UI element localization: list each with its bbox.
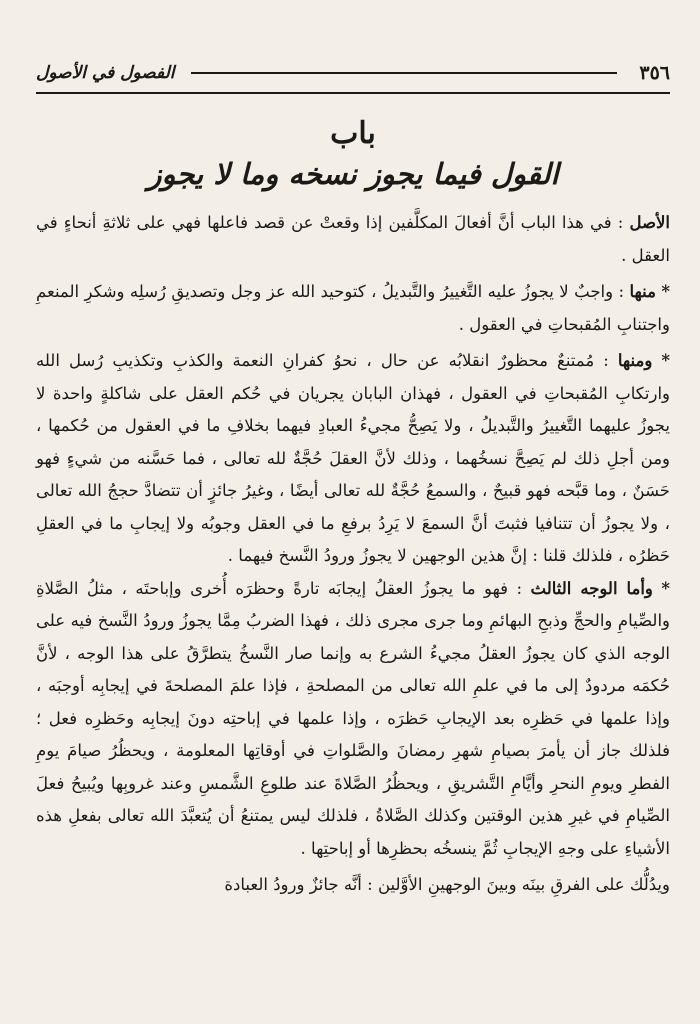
paragraph-text: : فهو ما يجوزُ العقلُ إيجابَه تارةً وحظرَه أُخرى وإباحتَه ، مثلُ الصَّلاةِ والصِّيامِ والحجِّ وذبحِ البهائمِ وما جرى مجرى ذلك ، فهذا الضربُ مِمَّا يجوزُ ورودُ النَّسخ فيه على الوجه الذي كان يجوزُ العقلُ مجيءُ الشرع به وإنما صار النَّسخُ يتطرَّقُ على هذا الوجه ، لأنَّ حُكمَه مردودٌ إلى ما في علمِ الله تعالى من المصلحةِ ، فإذا علمَ المصلحةَ في إيجابِه أوجبَه ، وإذا علمها في حَظرِه بعد الإيجابِ حَظرَه ، وإذا علمها في إباحتِه دونَ إيجابِه وحَظرِه فعل ؛ فلذلك جاز أن يأمرَ بصيامِ شهرِ رمضانَ والصَّلواتِ في أوقاتِها المعلومة ، ويحظُرُ صيامَ يومِ الفطرِ ويومِ النحرِ وأيَّامِ التَّشريقِ ، ويحظُرُ الصَّلاةَ عند طلوعِ الشَّمسِ وعند غروبِها ويُبيحُ فعلَ الصِّيامِ في غيرِ هذين الوقتين وكذلك الصَّلاةُ ، فلذلك ليس يمتنعُ أن يُتعبَّدَ الله تعالى بفعلِ هذه الأشياءِ على وجهِ الإيجابِ ثُمَّ ينسخُه بحظرِها أو إباحتِها .: [36, 578, 670, 858]
star-marker: *: [661, 351, 671, 370]
paragraph-text: : واجبٌ لا يجوزُ عليه التَّغييرُ والتَّبديلُ ، كتوحيد الله عز وجل وتصديقِ رُسلِه وشكرِ المنعمِ واجتنابِ المُقبحاتِ في العقول .: [36, 282, 670, 334]
paragraph-lead: وأما الوجه الثالث: [530, 578, 653, 598]
paragraph-lead: ومنها: [617, 351, 653, 370]
page-header: [36, 58, 670, 94]
running-title: الفصول في الأصول: [36, 63, 175, 83]
chapter-heading: [36, 116, 670, 191]
paragraph: [36, 573, 670, 866]
paragraph: [36, 276, 670, 341]
book-page: [36, 58, 670, 1018]
chapter-title: القول فيما يجوز نسخه وما لا يجوز: [147, 157, 559, 191]
star-marker: *: [661, 578, 671, 598]
page-number: ٣٥٦: [639, 62, 670, 84]
paragraph-text: : في هذا الباب أنَّ أفعالَ المكلَّفين إذا وقعتْ عن قصد فاعلها فهي على ثلاثةِ أنحاءٍ في العقل .: [36, 213, 670, 265]
star-marker: *: [661, 282, 670, 301]
paragraph-lead: منها: [629, 282, 656, 301]
paragraph: [36, 207, 670, 272]
paragraph-text: : مُمتنعٌ محظورٌ انقلابُه عن حال ، نحوُ كفرانِ النعمة والكذبِ وتكذيبِ رُسل الله وارتكابِ المُقبحاتِ في العقول ، فهذان البابان يجريان في حُكم العقل على شاكلةٍ واحدة لا يجوزُ عليهما التَّغييرُ والتَّبديلُ ، ولا يَصِحُّ مجيءُ العبادِ فيهما بخلافِ ما في العقول من حُكمها ، ومن أجلِ ذلك لم يَصِحَّ نسخُهما ، وذلك لأنَّ العقلَ حُجَّةٌ لله تعالى ، فما حَسَّنه من شيءٍ فهو حَسَنٌ ، وما قبَّحه فهو قبيحٌ ، والسمعُ حُجَّةٌ لله تعالى أيضًا ، وغيرُ جائزٍ أن تتضادَّ حججُ الله تعالى ، ولا يجوزُ أن تتنافيا فثبتَ أنَّ السمعَ لا يَرِدُ برفعِ ما في العقل وجوبُه ولا إيجابِ ما في العقلِ حَظرُه ، فلذلك قلنا : إنَّ هذين الوجهين لا يجوزُ ورودُ النَّسخ فيهما .: [36, 351, 670, 565]
paragraph: [36, 869, 670, 902]
paragraph-lead: الأصل: [629, 213, 670, 232]
chapter-label: باب: [330, 116, 376, 151]
paragraph: [36, 345, 670, 573]
header-rule: [191, 72, 618, 74]
paragraph-text: ويدُلُّك على الفرقِ بينَه وبينَ الوجهينِ الأوَّلين : أنَّه جائزٌ ورودُ العبادة: [224, 875, 670, 894]
